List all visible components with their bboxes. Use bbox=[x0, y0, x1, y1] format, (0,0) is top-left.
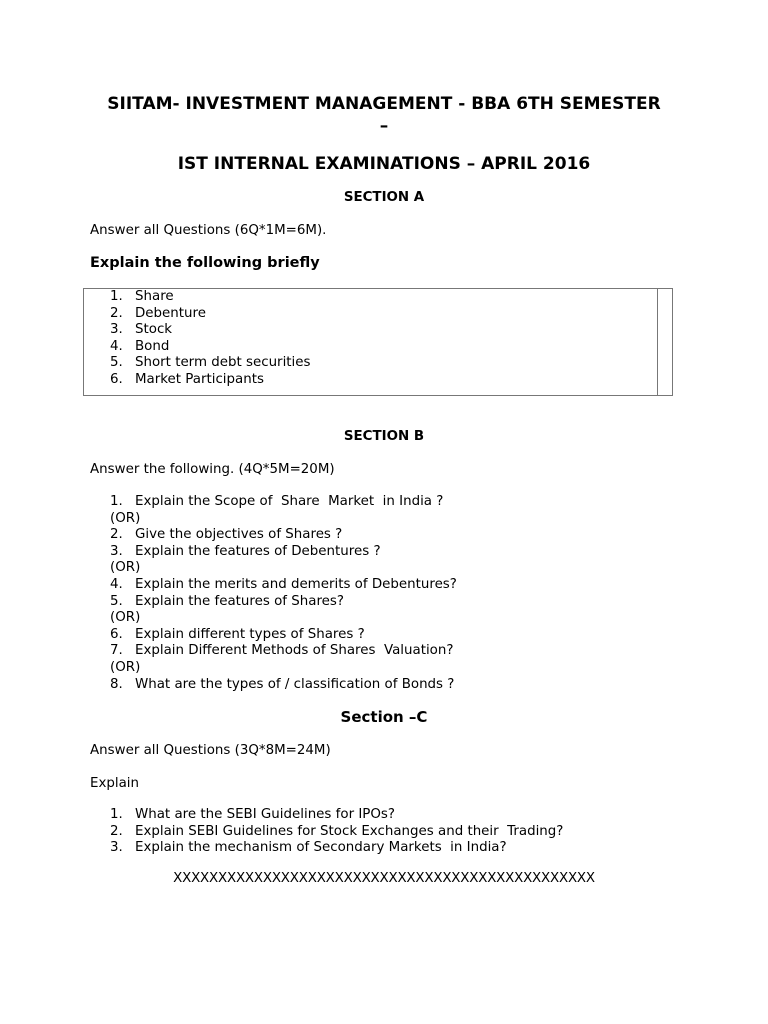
section-c-list bbox=[110, 807, 563, 857]
section-a-heading: SECTION A bbox=[343, 190, 425, 205]
list-item: 7. Explain Different Methods of Shares Valuation? bbox=[110, 643, 454, 659]
section-a-list bbox=[110, 289, 310, 389]
exam-title-line2: – bbox=[379, 116, 389, 136]
list-item: 4. Explain the merits and demerits of Debentures? bbox=[110, 576, 457, 592]
end-marker: XXXXXXXXXXXXXXXXXXXXXXXXXXXXXXXXXXXXXXXXXXXXXXX bbox=[173, 871, 595, 886]
section-b-list bbox=[110, 494, 457, 693]
exam-title-line1: SIITAM- INVESTMENT MANAGEMENT - BBA 6TH SEMESTER bbox=[107, 94, 661, 114]
list-item: 1. What are the SEBI Guidelines for IPOs? bbox=[110, 807, 395, 822]
list-item: 2. Debenture bbox=[110, 305, 206, 321]
list-item: 5. Short term debt securities bbox=[110, 355, 311, 371]
list-item: 6. Market Participants bbox=[110, 371, 264, 387]
or-separator: (OR) bbox=[110, 610, 141, 626]
section-a-instruction: Answer all Questions (6Q*1M=6M). bbox=[90, 223, 327, 238]
list-item: 3. Explain the mechanism of Secondary Markets in India? bbox=[110, 840, 507, 856]
exam-subtitle: IST INTERNAL EXAMINATIONS – APRIL 2016 bbox=[177, 154, 591, 174]
section-b-heading: SECTION B bbox=[343, 429, 425, 444]
list-item: 3. Stock bbox=[110, 322, 173, 338]
list-item: 1. Share bbox=[110, 289, 174, 304]
or-separator: (OR) bbox=[110, 560, 141, 576]
list-item: 6. Explain different types of Shares ? bbox=[110, 626, 365, 642]
list-item: 8. What are the types of / classification of Bonds ? bbox=[110, 676, 455, 692]
or-separator: (OR) bbox=[110, 510, 141, 526]
or-separator: (OR) bbox=[110, 659, 141, 675]
list-item: 2. Give the objectives of Shares ? bbox=[110, 527, 343, 543]
section-b-instruction: Answer the following. (4Q*5M=20M) bbox=[90, 462, 335, 477]
exam-title bbox=[84, 93, 684, 137]
section-c-instruction: Answer all Questions (3Q*8M=24M) bbox=[90, 743, 331, 758]
section-c-subheading: Explain bbox=[90, 776, 140, 791]
section-a-subheading: Explain the following briefly bbox=[90, 255, 320, 271]
list-item: 5. Explain the features of Shares? bbox=[110, 593, 344, 609]
box-right-rule bbox=[657, 289, 658, 395]
list-item: 2. Explain SEBI Guidelines for Stock Exchanges and their Trading? bbox=[110, 823, 564, 839]
list-item: 3. Explain the features of Debentures ? bbox=[110, 543, 381, 559]
list-item: 1. Explain the Scope of Share Market in India ? bbox=[110, 494, 444, 509]
list-item: 4. Bond bbox=[110, 338, 170, 354]
section-c-heading: Section –C bbox=[340, 708, 428, 726]
